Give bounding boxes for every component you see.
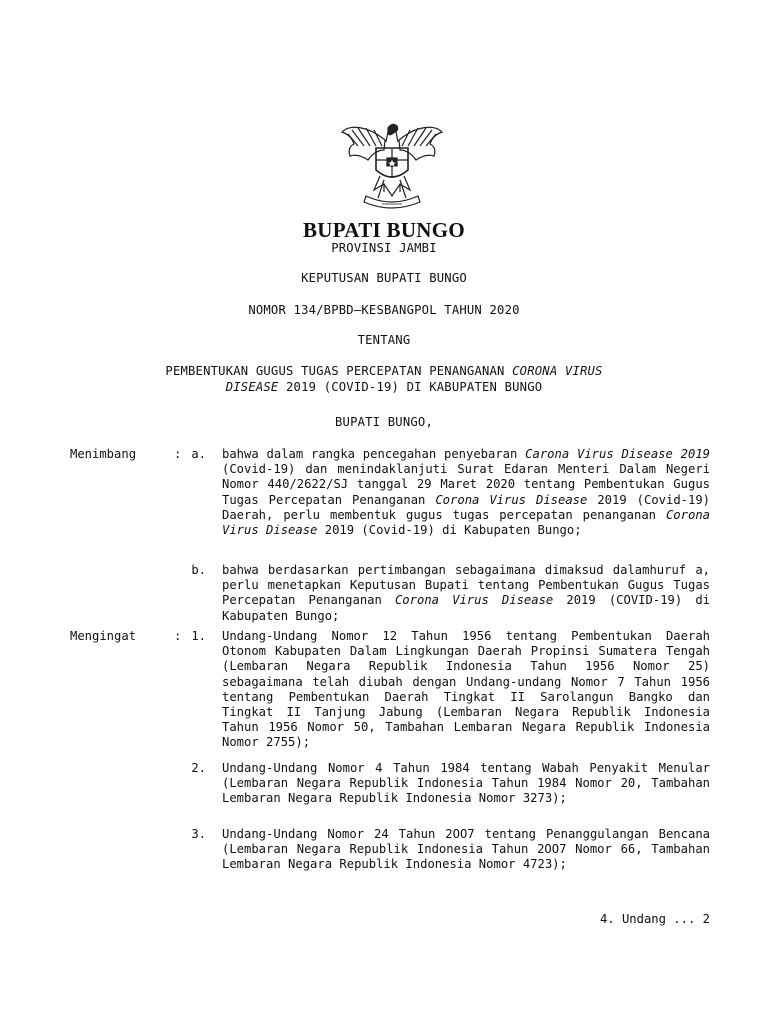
garuda-emblem-icon (338, 118, 446, 214)
subject-line-2 (60, 380, 708, 394)
decree-line: KEPUTUSAN BUPATI BUNGO (301, 271, 467, 285)
mengingat-item-number: 3. (191, 827, 206, 841)
clause-italic-text: Corona Virus Disease (222, 507, 710, 538)
mengingat-item-1: Undang-Undang Nomor 12 Tahun 1956 tentang Pembentukan Daerah Otonom Kabupaten Dalam Lingkungan Daerah Propinsi Sumatera Tengah (Lembaran Negara Republik Indonesia Tahun 1956 Nomor 25) sebagaimana telah diubah dengan Undang-undang Nomor 7 Tahun 1956 tentang Pembentukan Daerah Tingkat II Sarolangun Bangko dan Tingkat II Tanjung Jabung (Lembaran Negara Republik Indonesia Tahun 1956 Nomor 50, Tambahan Lembaran Negara Republik Indonesia Nomor 2755); (222, 629, 710, 750)
clause-text: 2019 (Covid-19) di Kabupaten Bungo; (317, 523, 582, 538)
subject-text: PEMBENTUKAN GUGUS TUGAS PERCEPATAN PENANGANAN (165, 364, 513, 378)
about-line: TENTANG (357, 333, 411, 347)
document-title: BUPATI BUNGO (302, 218, 466, 242)
clause-text: 2019 (Covid-19) Daerah, perlu membentuk gugus tugas percepatan penanganan (222, 492, 711, 522)
mengingat-label: Mengingat (70, 629, 137, 643)
subject-italic-text: DISEASE (225, 380, 279, 394)
mengingat-item-3: Undang-Undang Nomor 24 Tahun 2OO7 tentang Penanggulangan Bencana (Lembaran Negara Republik Indonesia Tahun 2OO7 Nomor 66, Tambahan Lembaran Negara Republik Indonesia Nomor 4723); (222, 827, 710, 872)
subject-text: 2019 (COVID-19) DI KABUPATEN BUNGO (278, 380, 543, 394)
clause-italic-text: Corona Virus Disease (394, 593, 554, 608)
page-continuation: 4. Undang ... 2 (599, 912, 710, 926)
menimbang-label: Menimbang (70, 447, 137, 461)
province-line: PROVINSI JAMBI (331, 241, 437, 255)
mengingat-item-number: 2. (191, 761, 206, 775)
mengingat-item-2: Undang-Undang Nomor 4 Tahun 1984 tentang Wabah Penyakit Menular (Lembaran Negara Republik Indonesia Tahun 1984 Nomor 20, Tambahan Lembaran Negara Republik Indonesia Nomor 3273); (222, 761, 710, 806)
subject-italic-text: CORONA VIRUS (512, 364, 603, 378)
menimbang-item-a (222, 447, 710, 538)
clause-text: (Covid-19) dan menindaklanjuti Surat Edaran Menteri Dalam Negeri Nomor 440/2622/SJ tanggal 29 Maret 2020 tentang Pembentukan Gugus Tugas Percepatan Penanganan (222, 462, 710, 507)
clause-italic-text: Corona Virus Disease (435, 492, 588, 507)
clause-italic-text: Carona Virus Disease 2019 (525, 447, 711, 461)
clause-text: bahwa berdasarkan pertimbangan sebagaimana dimaksud dalamhuruf a, perlu menetapkan Keputusan Bupati tentang Pembentukan Gugus Tugas Percepatan Penanganan (222, 563, 710, 608)
clause-text: 2019 (COVID-19) di Kabupaten Bungo; (222, 593, 710, 623)
menimbang-colon: : (174, 447, 182, 461)
clause-text: bahwa dalam rangka pencegahan penyebaran (222, 447, 526, 461)
decree-number: NOMOR 134/BPBD–KESBANGPOL TAHUN 2020 (248, 303, 520, 317)
menimbang-item-number: a. (191, 447, 206, 461)
menimbang-item-number: b. (191, 563, 206, 577)
mengingat-item-number: 1. (191, 629, 206, 643)
menimbang-item-b (222, 563, 710, 624)
issuer-line: BUPATI BUNGO, (335, 415, 433, 429)
subject-line-1 (60, 364, 708, 378)
mengingat-colon: : (174, 629, 182, 643)
